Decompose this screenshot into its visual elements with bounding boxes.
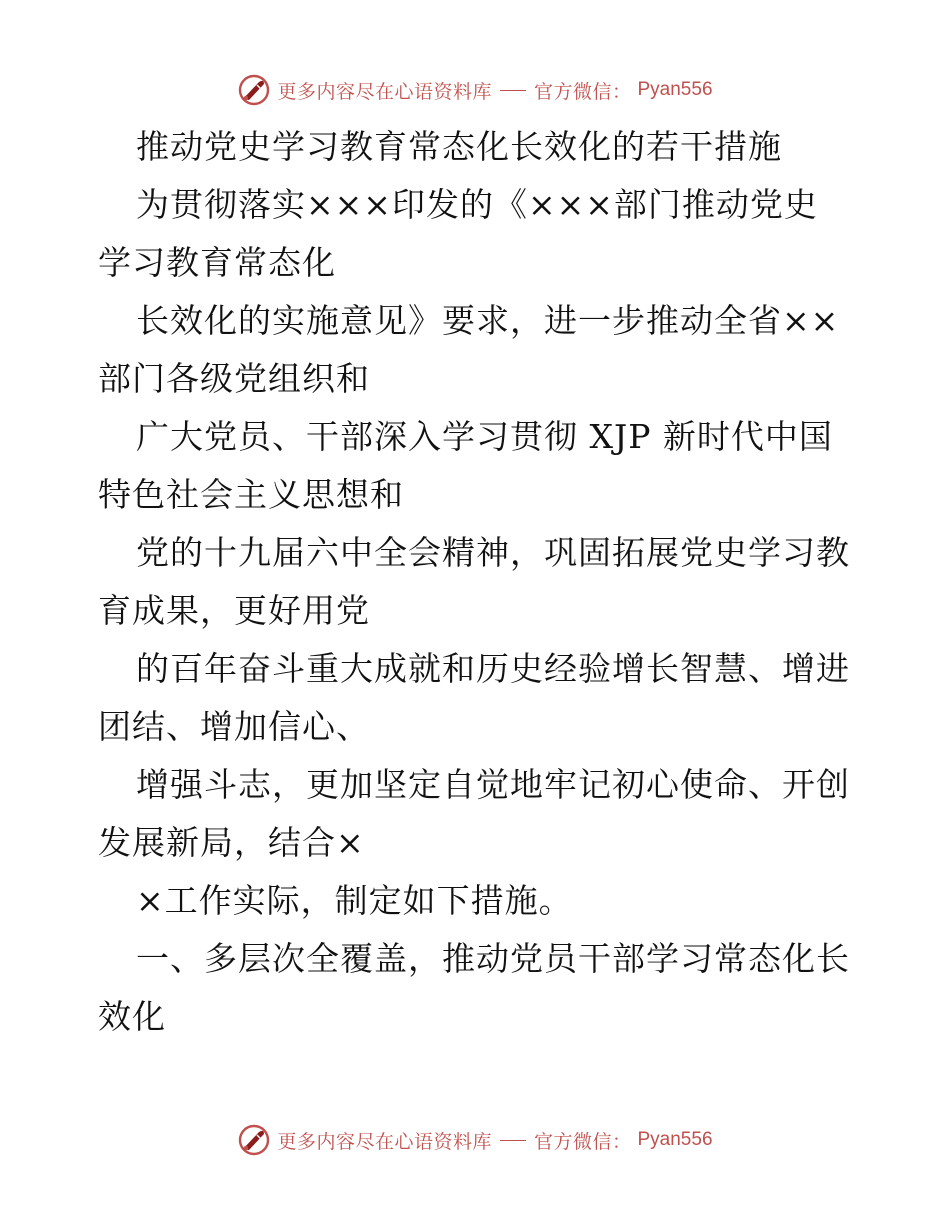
doc-line: 增强斗志，更加坚定自觉地牢记初心使命、开创 <box>136 765 850 804</box>
doc-line: ×工作实际，制定如下措施。 <box>136 881 573 920</box>
header-banner <box>0 70 950 110</box>
banner-wechat-label: 官方微信： <box>533 1130 632 1153</box>
quill-pen-logo-icon <box>237 1123 271 1157</box>
doc-line: 的百年奋斗重大成就和历史经验增长智慧、增进 <box>136 649 850 688</box>
doc-line: 效化 <box>98 997 166 1036</box>
doc-line: 部门各级党组织和 <box>98 359 370 398</box>
doc-line: 为贯彻落实×××印发的《×××部门推动党史 <box>136 185 818 224</box>
doc-line: 团结、增加信心、 <box>98 707 370 746</box>
quill-pen-logo-icon <box>237 73 271 107</box>
banner-separator <box>500 90 526 91</box>
doc-line: 推动党史学习教育常态化长效化的若干措施 <box>136 127 782 166</box>
banner-wechat-label: 官方微信： <box>533 80 632 103</box>
banner-wechat-id: Pyan556 <box>637 1129 713 1150</box>
banner-separator <box>500 1140 526 1141</box>
doc-line: 育成果，更好用党 <box>98 591 370 630</box>
doc-line: 长效化的实施意见》要求，进一步推动全省×× <box>136 301 840 340</box>
doc-line: 一、多层次全覆盖，推动党员干部学习常态化长 <box>136 939 850 978</box>
doc-line: 学习教育常态化 <box>98 243 336 282</box>
banner-slogan: 更多内容尽在心语资料库 <box>277 1130 492 1153</box>
doc-line: 特色社会主义思想和 <box>98 475 404 514</box>
banner-slogan: 更多内容尽在心语资料库 <box>277 80 492 103</box>
doc-line: 发展新局，结合× <box>98 823 365 862</box>
doc-line: 党的十九届六中全会精神，巩固拓展党史学习教 <box>136 533 850 572</box>
footer-banner <box>0 1120 950 1160</box>
doc-line: 广大党员、干部深入学习贯彻 XJP 新时代中国 <box>136 417 833 456</box>
banner-wechat-id: Pyan556 <box>637 79 713 100</box>
document-body <box>98 118 858 1046</box>
